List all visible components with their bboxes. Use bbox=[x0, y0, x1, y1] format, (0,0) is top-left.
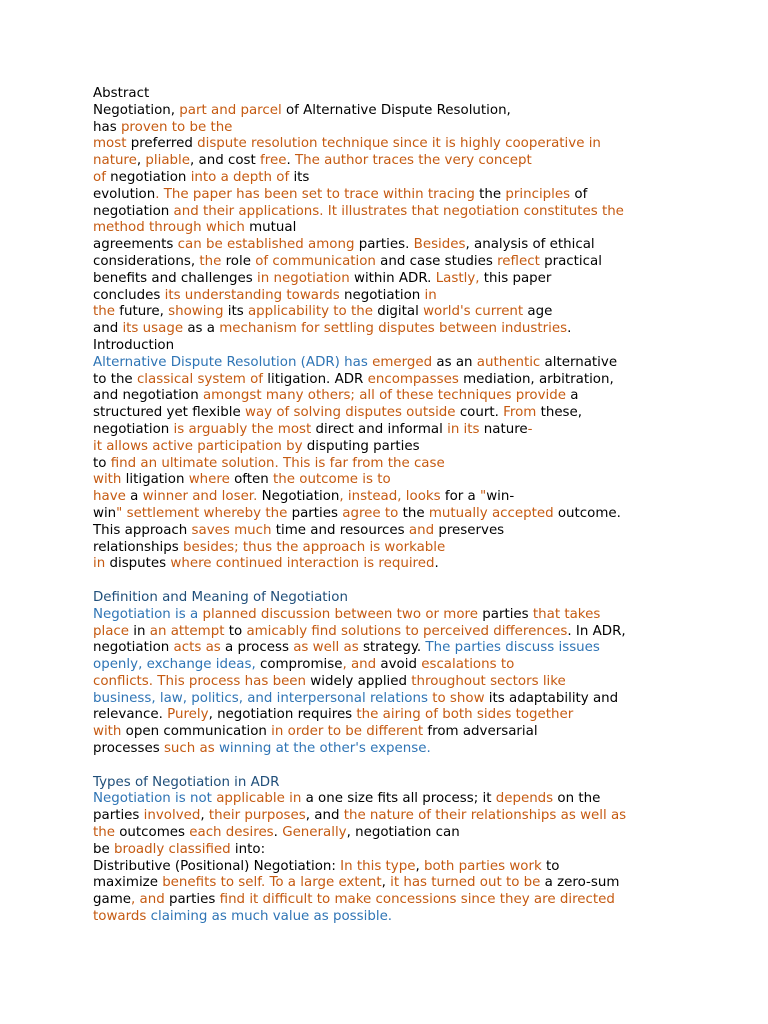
abstract-line: negotiation and their applications. It illustrates that negotiation constitutes the bbox=[93, 203, 624, 219]
intro-line: win" settlement whereby the parties agree to the mutually accepted outcome. bbox=[93, 505, 621, 521]
definition-line: processes such as winning at the other's expense. bbox=[93, 741, 431, 757]
types-heading: Types of Negotiation in ADR bbox=[93, 774, 280, 790]
abstract-line: agreements can be established among parties. Besides, analysis of ethical bbox=[93, 237, 595, 253]
abstract-line: has proven to be the bbox=[93, 119, 233, 135]
abstract-line: concludes its understanding towards negotiation in bbox=[93, 287, 437, 303]
definition-line: Negotiation is a planned discussion between two or more parties that takes bbox=[93, 606, 601, 622]
intro-line: Alternative Dispute Resolution (ADR) has emerged as an authentic alternative bbox=[93, 354, 618, 370]
abstract-line: evolution. The paper has been set to trace within tracing the principles of bbox=[93, 186, 588, 202]
intro-line: structured yet flexible way of solving disputes outside court. From these, bbox=[93, 405, 583, 421]
intro-line: in disputes where continued interaction is required. bbox=[93, 556, 439, 572]
intro-line: and negotiation amongst many others; all of these techniques provide a bbox=[93, 388, 579, 404]
definition-heading: Definition and Meaning of Negotiation bbox=[93, 589, 348, 605]
paragraph-gap bbox=[93, 573, 693, 590]
abstract-line: of negotiation into a depth of its bbox=[93, 169, 310, 185]
types-line: the outcomes each desires. Generally, negotiation can bbox=[93, 825, 460, 841]
types-line: be broadly classified into: bbox=[93, 841, 266, 857]
types-line: parties involved, their purposes, and the nature of their relationships as well as bbox=[93, 808, 627, 824]
abstract-line: Negotiation, part and parcel of Alternative Dispute Resolution, bbox=[93, 102, 511, 118]
abstract-line: most preferred dispute resolution technique since it is highly cooperative in bbox=[93, 136, 601, 152]
types-line: maximize benefits to self. To a large extent, it has turned out to be a zero-sum bbox=[93, 875, 620, 891]
definition-line: openly, exchange ideas, compromise, and avoid escalations to bbox=[93, 657, 515, 673]
abstract-heading: Abstract bbox=[93, 86, 150, 101]
intro-line: with litigation where often the outcome is to bbox=[93, 472, 391, 488]
intro-line: relationships besides; thus the approach is workable bbox=[93, 539, 446, 555]
types-line: Distributive (Positional) Negotiation: In this type, both parties work to bbox=[93, 858, 560, 874]
paragraph-gap bbox=[93, 758, 693, 775]
abstract-line: and its usage as a mechanism for settling disputes between industries. bbox=[93, 321, 572, 337]
abstract-line: the future, showing its applicability to the digital world's current age bbox=[93, 304, 553, 320]
types-line: game, and parties find it difficult to make concessions since they are directed bbox=[93, 892, 615, 908]
intro-line: have a winner and loser. Negotiation, instead, looks for a "win- bbox=[93, 489, 515, 505]
introduction-heading: Introduction bbox=[93, 337, 175, 353]
intro-line: to the classical system of litigation. ADR encompasses mediation, arbitration, bbox=[93, 371, 614, 387]
types-line: towards claiming as much value as possible. bbox=[93, 909, 393, 925]
document-page bbox=[93, 86, 693, 926]
intro-line: This approach saves much time and resources and preserves bbox=[93, 522, 505, 538]
definition-line: relevance. Purely, negotiation requires the airing of both sides together bbox=[93, 707, 574, 723]
definition-line: with open communication in order to be different from adversarial bbox=[93, 724, 538, 740]
definition-line: negotiation acts as a process as well as strategy. The parties discuss issues bbox=[93, 640, 600, 656]
intro-line: negotiation is arguably the most direct and informal in its nature- bbox=[93, 421, 533, 437]
abstract-line: method through which mutual bbox=[93, 220, 297, 236]
definition-line: conflicts. This process has been widely applied throughout sectors like bbox=[93, 673, 566, 689]
types-line: Negotiation is not applicable in a one size fits all process; it depends on the bbox=[93, 791, 601, 807]
definition-line: place in an attempt to amicably find solutions to perceived differences. In ADR, bbox=[93, 623, 626, 639]
abstract-line: nature, pliable, and cost free. The author traces the very concept bbox=[93, 153, 532, 169]
definition-line: business, law, politics, and interpersonal relations to show its adaptability and bbox=[93, 690, 619, 706]
intro-line: it allows active participation by disputing parties bbox=[93, 438, 420, 454]
abstract-line: benefits and challenges in negotiation within ADR. Lastly, this paper bbox=[93, 270, 552, 286]
intro-line: to find an ultimate solution. This is far from the case bbox=[93, 455, 445, 471]
abstract-line: considerations, the role of communication and case studies reflect practical bbox=[93, 253, 602, 269]
